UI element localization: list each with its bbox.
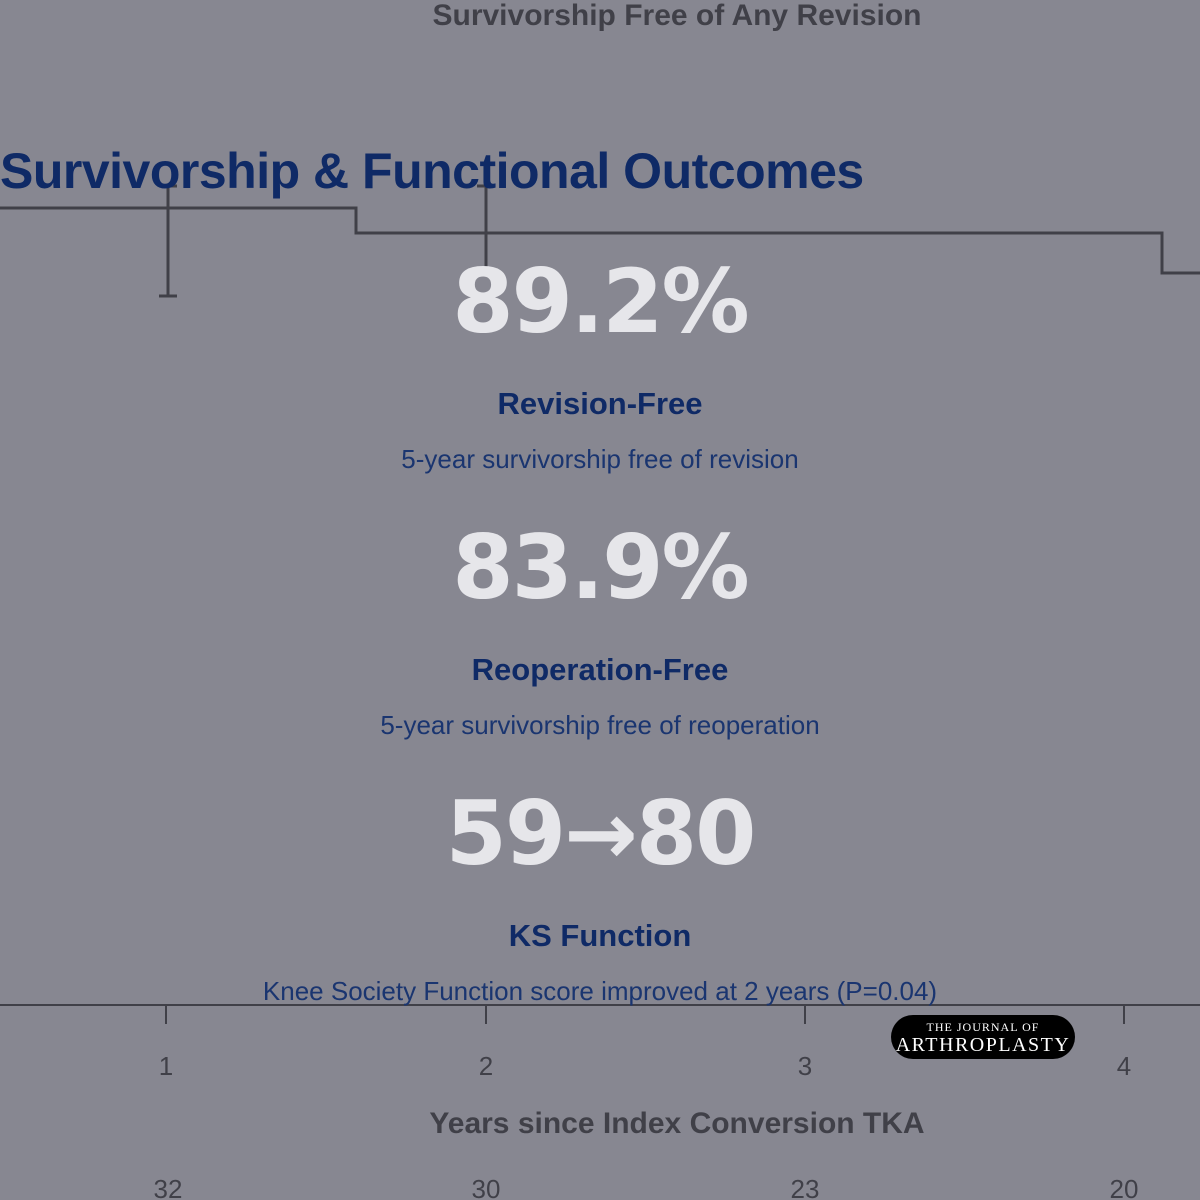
stat-reoperation-free	[0, 516, 1200, 741]
stat-description: Knee Society Function score improved at 2 years (P=0.04)	[262, 976, 938, 1006]
stat-value: 89.2%	[452, 250, 748, 353]
x-tick-label: 3	[797, 1051, 813, 1081]
background-chart-title: Survivorship Free of Any Revision	[432, 0, 922, 32]
stat-revision-free	[0, 250, 1200, 475]
stat-description: 5-year survivorship free of reoperation	[380, 710, 820, 740]
at-risk-count: 20	[1109, 1174, 1139, 1200]
stat-value: 83.9%	[452, 516, 748, 619]
journal-logo	[891, 1015, 1075, 1059]
stat-label: Revision-Free	[497, 386, 703, 421]
stat-label: Reoperation-Free	[471, 652, 729, 687]
stat-description: 5-year survivorship free of revision	[401, 444, 799, 474]
x-tick-label: 2	[478, 1051, 494, 1081]
at-risk-count: 23	[790, 1174, 820, 1200]
x-tick-label: 4	[1116, 1051, 1132, 1081]
stat-value: 59→80	[445, 782, 755, 885]
at-risk-count: 30	[471, 1174, 501, 1200]
stat-ks-function	[0, 782, 1200, 1007]
x-axis-label: Years since Index Conversion TKA	[429, 1107, 925, 1140]
logo-line-1: THE JOURNAL OF	[926, 1020, 1040, 1034]
at-risk-count: 32	[153, 1174, 183, 1200]
stat-label: KS Function	[508, 918, 692, 953]
page-title: Survivorship & Functional Outcomes	[0, 143, 864, 199]
logo-line-2: ARTHROPLASTY	[895, 1034, 1071, 1056]
x-tick-label: 1	[158, 1051, 174, 1081]
